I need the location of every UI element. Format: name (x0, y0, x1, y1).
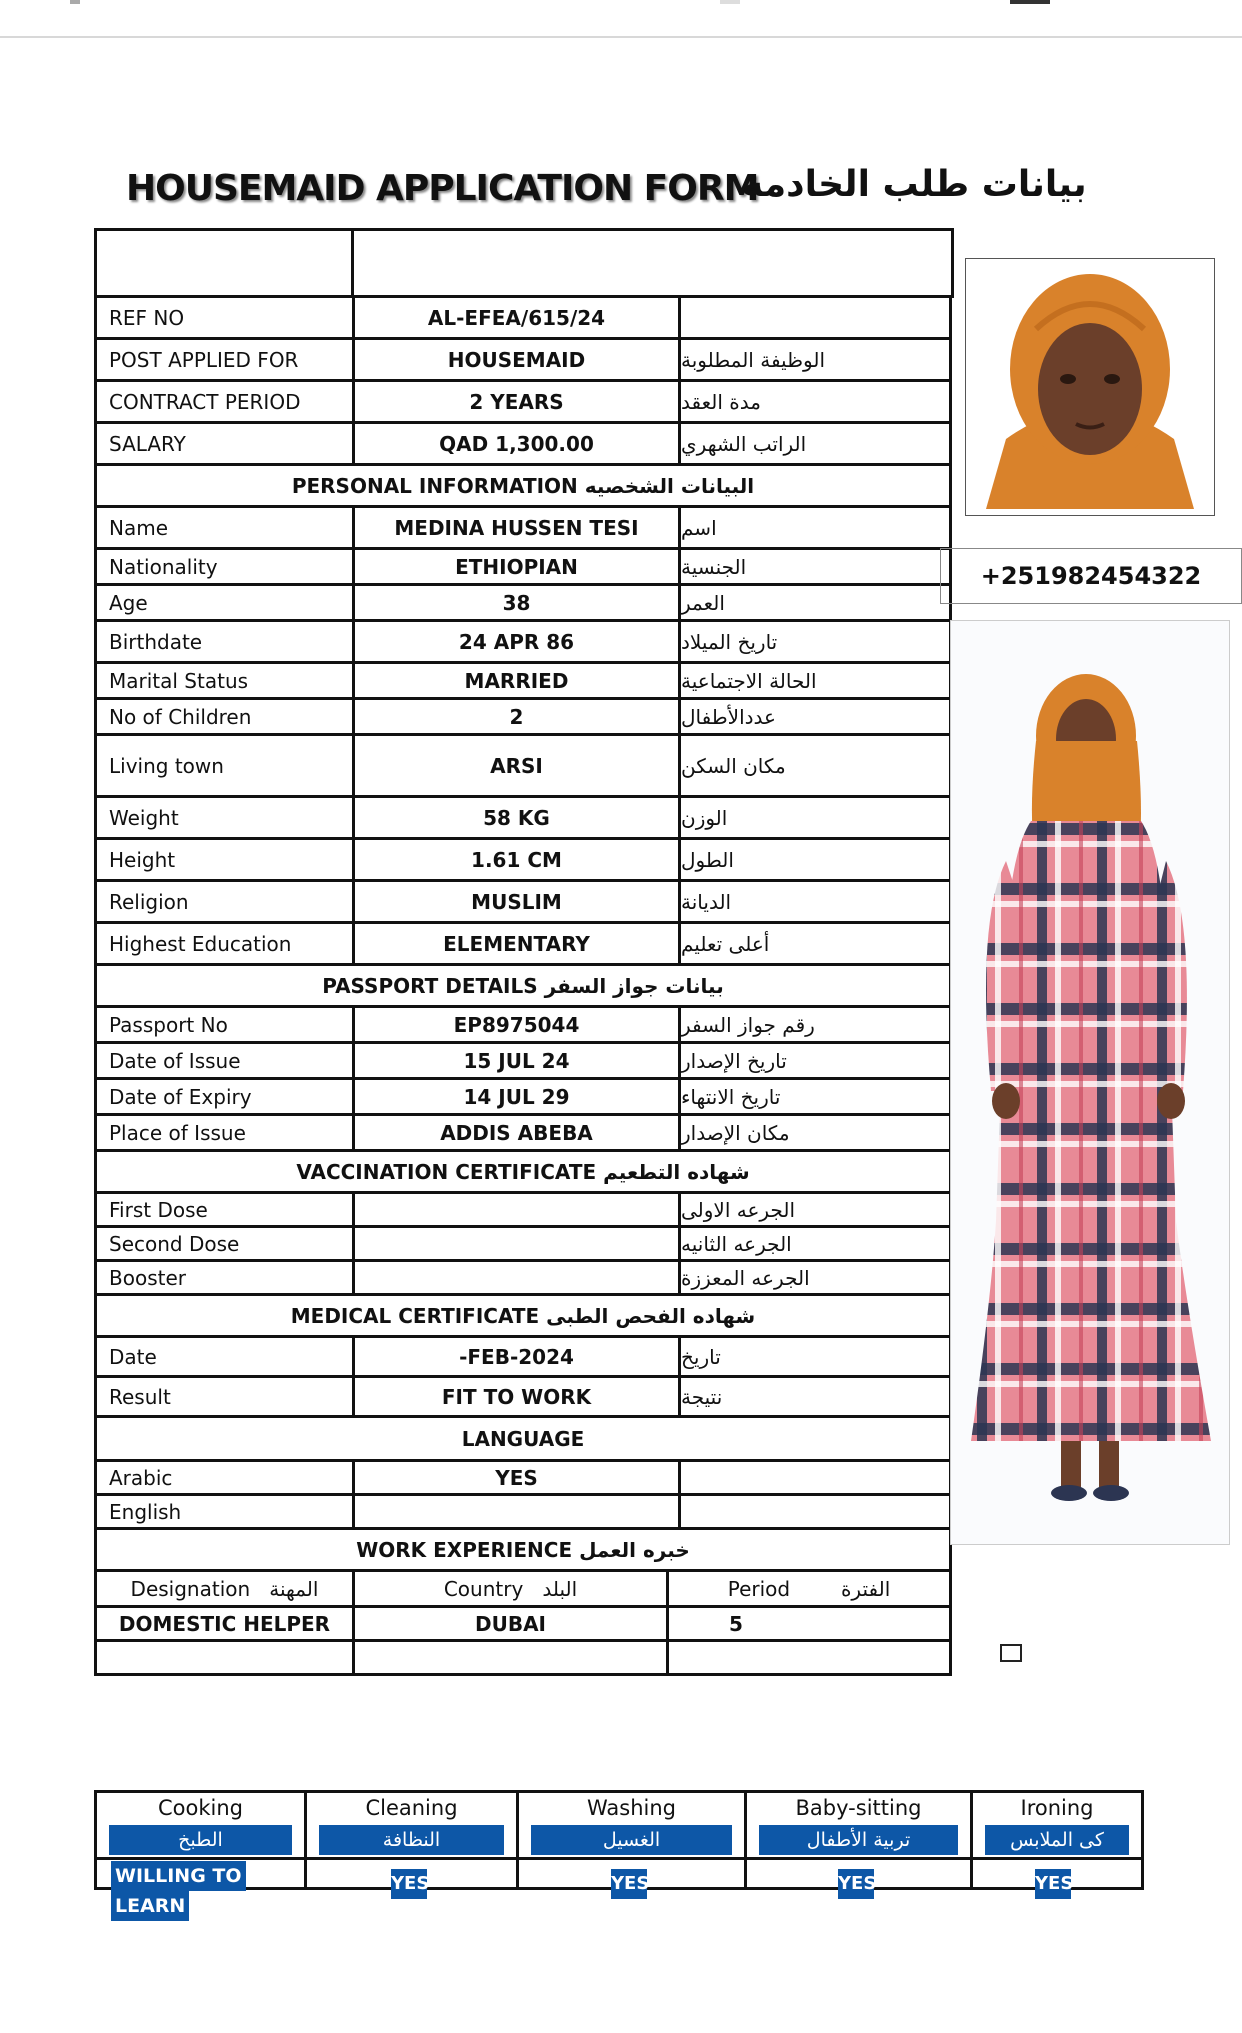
skill-label: Cooking (158, 1796, 243, 1820)
skill-label: Washing (586, 1796, 676, 1820)
passport-label: Date of Issue (97, 1044, 355, 1077)
portrait-photo (965, 258, 1215, 516)
language-label-arabic (681, 1462, 949, 1493)
work-header (94, 1530, 952, 1572)
skill-cleaning (307, 1793, 519, 1894)
medical-label-arabic: نتيجة (681, 1384, 723, 1409)
personal-value: ARSI (355, 736, 681, 795)
personal-row (94, 550, 952, 586)
passport-value: 14 JUL 29 (355, 1080, 681, 1113)
personal-label: Nationality (97, 550, 355, 583)
passport-header (94, 966, 952, 1008)
skill-label: Baby-sitting (795, 1796, 922, 1820)
vaccination-label-arabic: الجرعه المعززة (681, 1265, 810, 1290)
work-designation: DOMESTIC HELPER (97, 1608, 355, 1639)
personal-label-arabic: تاريخ الميلاد (681, 629, 778, 654)
work-row (94, 1608, 952, 1642)
form-title: HOUSEMAID APPLICATION FORM (126, 168, 759, 209)
basic-label: REF NO (97, 298, 355, 337)
personal-label-arabic: عددالأطفال (681, 704, 776, 729)
work-country (355, 1642, 669, 1673)
skill-ironing (973, 1793, 1141, 1894)
personal-row (94, 700, 952, 736)
language-row (94, 1462, 952, 1496)
work-period (669, 1642, 949, 1673)
personal-label-arabic: الوزن (681, 805, 728, 830)
language-header-text: LANGUAGE (461, 1426, 585, 1451)
vaccination-label: Booster (97, 1262, 355, 1293)
personal-label-arabic: الجنسية (681, 554, 747, 579)
personal-label: Birthdate (97, 622, 355, 661)
skill-label-arabic: الغسيل (531, 1825, 732, 1855)
personal-value: 38 (355, 586, 681, 619)
skill-label-arabic: النظافة (319, 1825, 504, 1855)
personal-label: Name (97, 508, 355, 547)
basic-label-arabic: الوظيفة المطلوبة (681, 347, 825, 372)
skill-label: Ironing (1020, 1796, 1094, 1820)
work-columns-row (94, 1572, 952, 1608)
skill-label-arabic: الطبخ (109, 1825, 292, 1855)
medical-label-arabic: تاريخ (681, 1344, 721, 1369)
personal-label-arabic: مكان السكن (681, 753, 786, 778)
medical-value: -FEB-2024 (355, 1338, 681, 1375)
basic-label-arabic: الراتب الشهري (681, 431, 807, 456)
basic-value: AL-EFEA/615/24 (355, 298, 681, 337)
personal-info-header (94, 466, 952, 508)
header-blank-row (94, 228, 954, 298)
passport-label: Passport No (97, 1008, 355, 1041)
personal-value: MARRIED (355, 664, 681, 697)
passport-label-arabic: رقم جواز السفر (681, 1012, 815, 1037)
personal-value: 1.61 CM (355, 840, 681, 879)
vaccination-row (94, 1262, 952, 1296)
basic-label: SALARY (97, 424, 355, 463)
basic-row (94, 382, 952, 424)
basic-value: 2 YEARS (355, 382, 681, 421)
medical-label: Result (97, 1378, 355, 1415)
language-label-arabic (681, 1496, 949, 1527)
passport-label-arabic: مكان الإصدار (681, 1120, 790, 1145)
passport-row (94, 1080, 952, 1116)
basic-label-arabic (681, 298, 949, 337)
passport-label-arabic: تاريخ الإصدار (681, 1048, 787, 1073)
personal-value: 58 KG (355, 798, 681, 837)
medical-label: Date (97, 1338, 355, 1375)
passport-value: ADDIS ABEBA (355, 1116, 681, 1149)
personal-value: ELEMENTARY (355, 924, 681, 963)
skill-yes-badge: YES (611, 1869, 647, 1899)
personal-value: 2 (355, 700, 681, 733)
personal-label-arabic: الحالة الاجتماعية (681, 668, 817, 693)
personal-row (94, 840, 952, 882)
vaccination-label-arabic: الجرعه الثانيه (681, 1231, 792, 1256)
medical-value: FIT TO WORK (355, 1378, 681, 1415)
skill-yes-badge: YES (1035, 1869, 1071, 1899)
skill-label: Cleaning (365, 1796, 458, 1820)
skills-table (94, 1790, 1144, 1917)
personal-row (94, 508, 952, 550)
basic-label: CONTRACT PERIOD (97, 382, 355, 421)
basic-row (94, 298, 952, 340)
work-row (94, 1642, 952, 1676)
skill-label-arabic: كى الملابس (985, 1825, 1129, 1855)
skill-yes-badge: YES (391, 1869, 427, 1899)
personal-value: MEDINA HUSSEN TESI (355, 508, 681, 547)
skill-label-arabic: تربية الأطفال (759, 1825, 958, 1855)
passport-row (94, 1008, 952, 1044)
language-header (94, 1418, 952, 1462)
personal-label: Living town (97, 736, 355, 795)
passport-row (94, 1116, 952, 1152)
passport-header-text: PASSPORT DETAILS بيانات جواز السفر (322, 973, 724, 998)
personal-row (94, 798, 952, 840)
personal-label: Religion (97, 882, 355, 921)
personal-label-arabic: العمر (681, 590, 725, 615)
language-label: Arabic (97, 1462, 355, 1493)
basic-value: HOUSEMAID (355, 340, 681, 379)
work-col-period: Period الفترة (727, 1576, 891, 1601)
form-title-arabic: بيانات طلب الخادمة (742, 164, 1087, 205)
skill-cooking (97, 1793, 307, 1917)
language-label: English (97, 1496, 355, 1527)
work-header-text: WORK EXPERIENCE خبره العمل (356, 1537, 690, 1562)
personal-value: MUSLIM (355, 882, 681, 921)
personal-info-header-text: PERSONAL INFORMATION البيانات الشخصيه (291, 473, 755, 498)
work-col-country: Country البلد (355, 1572, 669, 1605)
personal-row (94, 586, 952, 622)
willing-to-learn-badge: WILLING TO LEARN (111, 1861, 246, 1921)
vaccination-label: Second Dose (97, 1228, 355, 1259)
vaccination-label-arabic: الجرعه الاولى (681, 1197, 795, 1222)
personal-row (94, 882, 952, 924)
work-country: DUBAI (355, 1608, 669, 1639)
personal-row (94, 664, 952, 700)
basic-row (94, 340, 952, 382)
basic-label: POST APPLIED FOR (97, 340, 355, 379)
passport-value: 15 JUL 24 (355, 1044, 681, 1077)
personal-label-arabic: اسم (681, 515, 717, 540)
personal-label-arabic: الطول (681, 847, 734, 872)
personal-label-arabic: الديانة (681, 889, 732, 914)
skill-baby-sitting (747, 1793, 973, 1894)
passport-value: EP8975044 (355, 1008, 681, 1041)
vaccination-row (94, 1194, 952, 1228)
personal-row (94, 622, 952, 664)
skill-yes-badge: YES (838, 1869, 874, 1899)
vaccination-header-text: VACCINATION CERTIFICATE شهاده التطعيم (296, 1159, 750, 1184)
passport-label: Date of Expiry (97, 1080, 355, 1113)
language-row (94, 1496, 952, 1530)
full-body-photo (950, 620, 1230, 1545)
language-value: YES (355, 1462, 681, 1493)
basic-label-arabic: مدة العقد (681, 389, 761, 414)
personal-label: Height (97, 840, 355, 879)
passport-row (94, 1044, 952, 1080)
top-divider (0, 36, 1242, 38)
phone-number: +251982454322 (940, 548, 1242, 604)
personal-row (94, 736, 952, 798)
vaccination-value (355, 1228, 681, 1259)
vaccination-header (94, 1152, 952, 1194)
passport-label: Place of Issue (97, 1116, 355, 1149)
basic-row (94, 424, 952, 466)
medical-row (94, 1338, 952, 1378)
medical-header-text: MEDICAL CERTIFICATE شهاده الفحص الطبى (290, 1303, 756, 1328)
personal-label: Weight (97, 798, 355, 837)
personal-value: 24 APR 86 (355, 622, 681, 661)
personal-row (94, 924, 952, 966)
work-period: 5 (729, 1611, 743, 1636)
personal-label: Age (97, 586, 355, 619)
language-value (355, 1496, 681, 1527)
vaccination-value (355, 1194, 681, 1225)
personal-label-arabic: أعلى تعليم (681, 931, 770, 956)
checkbox[interactable] (1000, 1644, 1022, 1662)
medical-row (94, 1378, 952, 1418)
work-designation (97, 1642, 355, 1673)
medical-header (94, 1296, 952, 1338)
personal-label: No of Children (97, 700, 355, 733)
personal-label: Highest Education (97, 924, 355, 963)
work-col-designation: Designation المهنة (97, 1572, 355, 1605)
skill-washing (519, 1793, 747, 1894)
vaccination-label: First Dose (97, 1194, 355, 1225)
vaccination-row (94, 1228, 952, 1262)
vaccination-value (355, 1262, 681, 1293)
passport-label-arabic: تاريخ الانتهاء (681, 1084, 781, 1109)
basic-value: QAD 1,300.00 (355, 424, 681, 463)
personal-value: ETHIOPIAN (355, 550, 681, 583)
personal-label: Marital Status (97, 664, 355, 697)
